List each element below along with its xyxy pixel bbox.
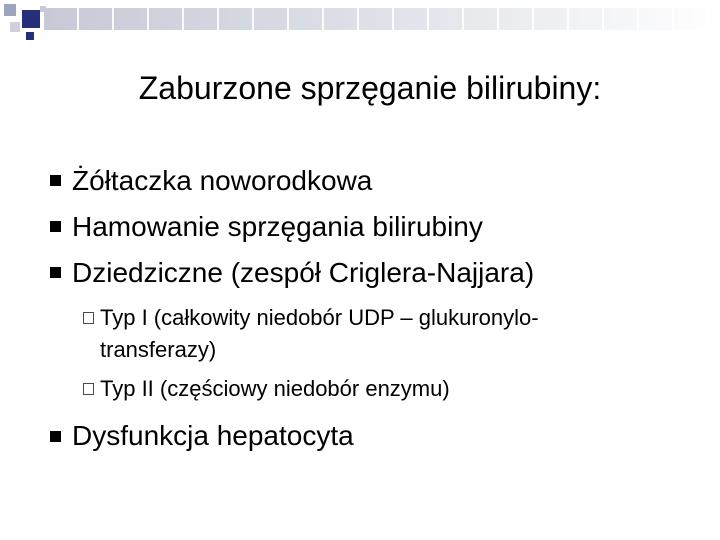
bullet-square-icon [50, 175, 61, 186]
bullet-square-icon [50, 431, 61, 442]
sub-bullet-item: Typ I (całkowity niedobór UDP – glukuronylo- [100, 305, 539, 330]
sub-bullet-item: Typ II (częściowy niedobór enzymu) [100, 376, 450, 401]
bullet-item: Dziedziczne (zespół Criglera-Najjara) [72, 257, 535, 288]
bullet-box-icon [83, 383, 94, 395]
slide-title: Zaburzone sprzęganie bilirubiny: [138, 70, 602, 106]
header-band-cells [44, 8, 720, 30]
bullet-item: Hamowanie sprzęgania bilirubiny [72, 211, 483, 242]
bullet-square-icon [50, 267, 61, 278]
bullet-item: Dysfunkcja hepatocyta [72, 420, 354, 451]
bullet-square-icon [50, 221, 61, 232]
bullet-item: Żółtaczka noworodkowa [72, 165, 373, 196]
sub-bullet-item-continuation: transferazy) [100, 337, 217, 362]
bullet-box-icon [83, 312, 94, 324]
